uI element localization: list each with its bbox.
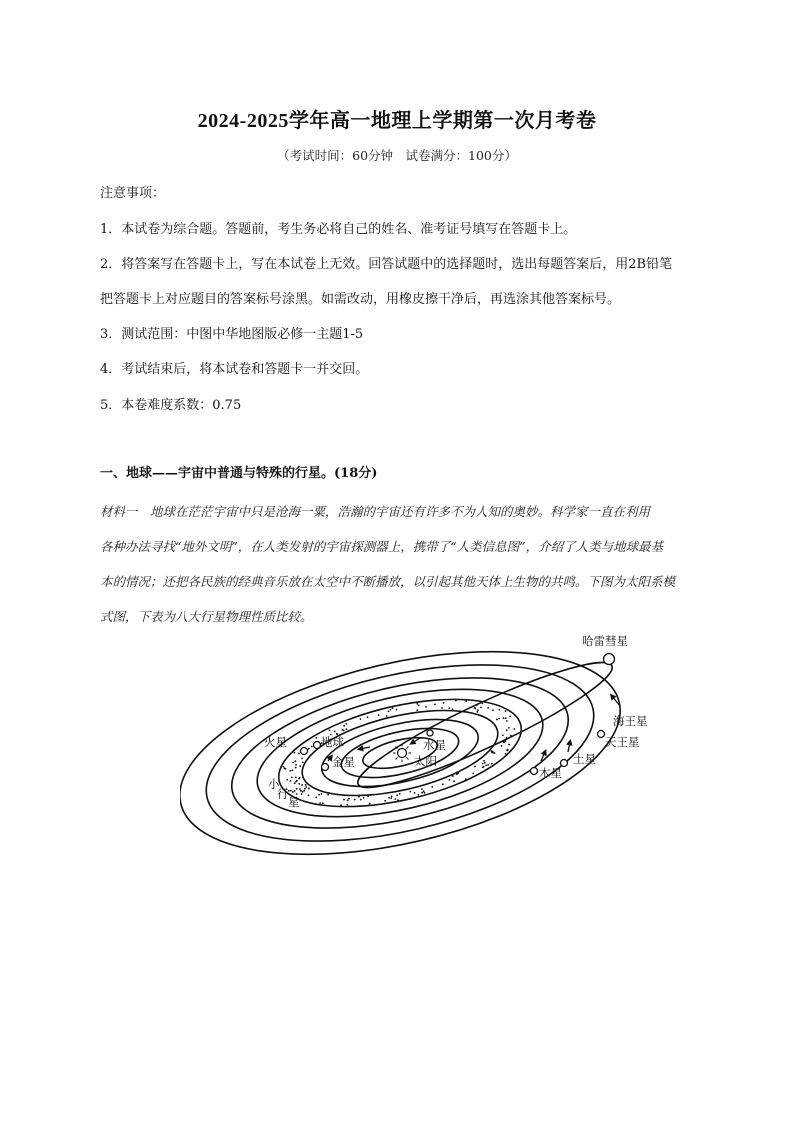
orbit-earth [316,707,485,800]
earth-marker [314,742,321,749]
label-jupiter: 木星 [539,766,562,780]
material-line-4: 式图，下表为八大行星物理性质比较。 [100,609,313,624]
label-sun: 太阳 [414,754,437,768]
arrow-venus [328,757,331,761]
notice-item-4: 4．考试结束后，将本试卷和答题卡一并交回。 [100,362,369,377]
label-uranus: 天王星 [605,735,640,749]
label-earth: 地球 [321,735,344,749]
label-saturn: 土星 [573,752,596,766]
uranus-marker [598,731,605,738]
mars-marker [301,748,308,755]
label-mars: 火星 [264,735,287,749]
label-asteroid-1: 小 [268,777,280,791]
material-line-2: 各种办法寻找“地外文明”，在人类发射的宇宙探测器上，携带了“人类信息图”，介绍了人类与地球最基 [100,539,664,554]
sun-icon [393,744,411,762]
label-mercury: 水星 [423,738,446,752]
mercury-marker [427,730,433,736]
solar-system-diagram [180,628,650,858]
label-asteroid-2: 行 [277,787,289,801]
material-line-1: 材料一 地球在茫茫宇宙中只是沧海一粟，浩瀚的宇宙还有许多不为人知的奥妙。科学家一直在利用 [100,504,651,519]
arrow-saturn [568,742,570,752]
notice-item-3: 3．测试范围：中图中华地图版必修一主题1-5 [100,327,364,342]
label-neptune: 海王星 [613,714,648,728]
halley-comet-marker [604,654,615,665]
notice-item-2-cont: 把答题卡上对应题目的答案标号涂黑。如需改动，用橡皮擦干净后，再选涂其他答案标号。 [100,292,621,307]
label-venus: 金星 [332,755,355,769]
material-line-3: 本的情况；还把各民族的经典音乐放在太空中不断播放，以引起其他天体上生物的共鸣。下图为太阳系模 [100,574,676,589]
orbit-venus [337,719,463,787]
orbit-neptune [180,628,639,858]
jupiter-marker [531,768,538,775]
label-asteroid-3: 星 [288,795,300,809]
venus-marker [322,764,329,771]
exam-title: 2024-2025学年高一地理上学期第一次月考卷 [197,110,597,132]
arrow-mercury [412,738,420,743]
notice-item-2: 2．将答案写在答题卡上，写在本试卷上无效。回答试题中的选择题时，选出每题答案后，用2B铅笔 [100,257,673,272]
notice-item-5: 5．本卷难度系数：0.75 [100,398,242,413]
label-halley: 哈雷彗星 [582,634,628,648]
material-one [100,494,722,634]
notice-item-1: 1．本试卷为综合题。答题前，考生务必将自己的姓名、准考证号填写在答题卡上。 [100,222,577,237]
section-heading: 一、地球——宇宙中普通与特殊的行星。(18分) [100,466,378,481]
exam-subtitle: （考试时间：60分钟 试卷满分：100分） [277,148,517,163]
arrow-halley [360,747,370,749]
notice-heading: 注意事项： [100,186,166,201]
